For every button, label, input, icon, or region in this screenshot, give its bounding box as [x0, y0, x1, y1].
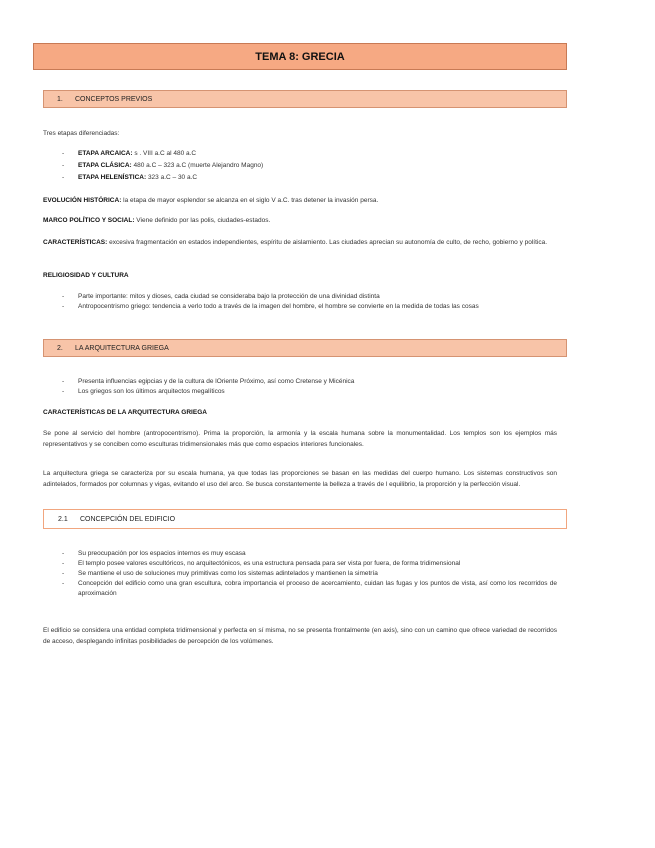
- list-item: - ETAPA ARCAICA: s . VIII a.C al 480 a.C: [62, 149, 557, 159]
- marco-politico: MARCO POLÍTICO Y SOCIAL: Viene definido por las polis, ciudades-estados.: [43, 217, 271, 224]
- list-item: - Antropocentrismo griego: tendencia a verlo todo a través de la imagen del hombre, el hombre se convierte en la medida de todas las cosas: [62, 302, 557, 312]
- paragraph: Se pone al servicio del hombre (antropocentrismo). Prima la proporción, la armonía y la escala humana sobre la monumentalidad. Los templos son los ejemplos más representativos y se conciben como esculturas tridimensionales más que como espacios interiores funcionales.: [43, 430, 557, 448]
- section-number: 1.: [57, 95, 63, 103]
- list-item: - Su preocupación por los espacios internos es muy escasa: [62, 549, 557, 559]
- closing-paragraph: El edificio se considera una entidad completa tridimensional y perfecta en sí misma, no se presenta frontalmente (en axis), sino con un camino que ofrece variedad de recorridos de acceso, desplegando infinitas posibilidades de percepción de los volúmenes.: [43, 627, 557, 645]
- section-number: 2.: [57, 344, 63, 352]
- section-label: CONCEPTOS PREVIOS: [75, 95, 153, 103]
- intro-text: Tres etapas diferenciadas:: [43, 130, 120, 137]
- page-title: [33, 43, 567, 70]
- list-item: - Los griegos son los últimos arquitectos megalíticos: [62, 387, 557, 397]
- caracteristicas: CARACTERÍSTICAS: excesiva fragmentación en estados independientes, espíritu de aislamiento. Las ciudades aprecian su autonomía de culto, de recho, gobierno y política.: [43, 239, 548, 246]
- section-heading-arquitectura-griega: [43, 339, 567, 357]
- religiosidad-list: [62, 292, 557, 312]
- paragraph: La arquitectura griega se caracteriza por su escala humana, ya que todas las proporciones se basan en las medidas del cuerpo humano. Los sistemas constructivos son adintelados, formados por columnas y vigas, evitando el uso del arco. Se busca constantemente la belleza a través de l equilibrio, la proporción y la perfección visual.: [43, 470, 557, 488]
- evolucion-historica: EVOLUCIÓN HISTÓRICA: la etapa de mayor esplendor se alcanza en el siglo V a.C. tras detener la invasión persa.: [43, 197, 379, 204]
- arquitectura-list: [62, 377, 557, 397]
- list-item: - Presenta influencias egipcias y de la cultura de lOriente Próximo, así como Cretense y Micénica: [62, 377, 557, 387]
- list-item: - Concepción del edificio como una gran escultura, cobra importancia el proceso de acercamiento, cuidan las fugas y los puntos de vista, así como los recorridos de aproximación: [62, 579, 557, 599]
- etapas-list: [62, 149, 557, 183]
- page-title-text: TEMA 8: GRECIA: [255, 50, 345, 63]
- religiosidad-heading: RELIGIOSIDAD Y CULTURA: [43, 272, 129, 279]
- list-item: - El templo posee valores escultóricos, no arquitectónicos, es una estructura pensada para ser vista por fuera, de forma tridimensional: [62, 559, 557, 569]
- list-item: - ETAPA HELENÍSTICA: 323 a.C – 30 a.C: [62, 173, 557, 183]
- section-label: LA ARQUITECTURA GRIEGA: [75, 344, 169, 352]
- section-heading-conceptos-previos: [43, 90, 567, 108]
- list-item: - Se mantiene el uso de soluciones muy primitivas como los sistemas adintelados y mantienen la simetría: [62, 569, 557, 579]
- subsection-number: 2.1: [58, 515, 68, 523]
- list-item: - Parte importante: mitos y dioses, cada ciudad se consideraba bajo la protección de una divinidad distinta: [62, 292, 557, 302]
- concepcion-list: [62, 549, 557, 599]
- subsection-heading-concepcion-edificio: [43, 509, 567, 529]
- subsection-label: CONCEPCIÓN DEL EDIFICIO: [80, 515, 176, 523]
- list-item: - ETAPA CLÁSICA: 480 a.C – 323 a.C (muerte Alejandro Magno): [62, 161, 557, 171]
- caracteristicas-arquitectura-heading: CARACTERÍSTICAS DE LA ARQUITECTURA GRIEGA: [43, 409, 207, 416]
